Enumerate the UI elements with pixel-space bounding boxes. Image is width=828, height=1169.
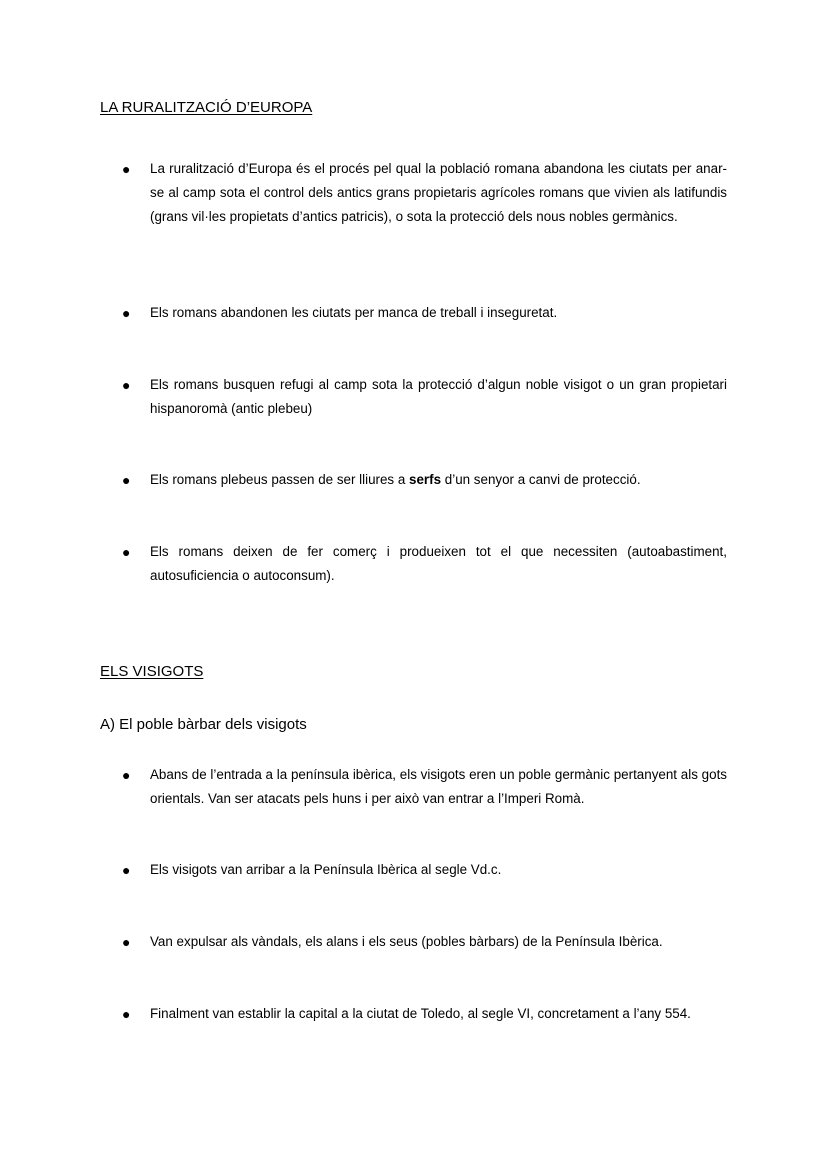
subsection-title: A) El poble bàrbar dels visigots: [100, 716, 307, 733]
list-item: [122, 157, 727, 253]
bold-term-serfs: serfs: [409, 472, 442, 487]
bullet-icon: ●: [122, 377, 131, 393]
list-item: [122, 930, 727, 954]
bullet-icon: ●: [122, 934, 131, 950]
list-item-text: Abans de l’entrada a la península ibèrica, els visigots eren un poble germànic pertanyent als gots orientals. Van ser atacats pels huns i per això van entrar a l’Imperi Romà.: [150, 767, 727, 806]
list-item: [122, 468, 727, 492]
list-item-text: La ruralització d’Europa és el procés pel qual la població romana abandona les ciutats per anar-se al camp sota el control dels antics grans propietaris agrícoles romans que vivien als latifundis (grans vil·les propietats d’antics patricis), o sota la protecció dels nous nobles germànics.: [150, 161, 727, 224]
list-item: [122, 763, 727, 811]
bullet-icon: ●: [122, 767, 131, 783]
section-title-visigots: ELS VISIGOTS: [100, 663, 204, 680]
list-item-text: Els romans busquen refugi al camp sota la protecció d’algun noble visigot o un gran propietari hispanoromà (antic plebeu): [150, 377, 727, 416]
list-item-text: Els romans deixen de fer comerç i produeixen tot el que necessiten (autoabastiment, autosuficiencia o autoconsum).: [150, 544, 727, 583]
list-item: [122, 373, 727, 421]
text-segment: d’un senyor a canvi de protecció.: [441, 472, 641, 487]
bullet-icon: ●: [122, 161, 131, 177]
list-item-text: Els romans abandonen les ciutats per manca de treball i inseguretat.: [150, 305, 558, 320]
list-item: [122, 540, 727, 588]
list-item-text: Els visigots van arribar a la Península Ibèrica al segle Vd.c.: [150, 862, 502, 877]
bullet-icon: ●: [122, 472, 131, 488]
bullet-icon: ●: [122, 1006, 131, 1022]
bullet-icon: ●: [122, 305, 131, 321]
text-segment: Els romans plebeus passen de ser lliures a: [150, 472, 410, 487]
section-title-ruralitzacio: LA RURALITZACIÓ D’EUROPA: [100, 99, 313, 116]
list-item-text: [150, 468, 727, 492]
bullet-icon: ●: [122, 862, 131, 878]
list-item-text: Finalment van establir la capital a la ciutat de Toledo, al segle VI, concretament a l’any 554.: [150, 1006, 691, 1021]
list-item: [122, 1002, 727, 1026]
list-item: [122, 858, 727, 882]
list-item: [122, 301, 727, 325]
bullet-icon: ●: [122, 544, 131, 560]
list-item-text: Van expulsar als vàndals, els alans i els seus (pobles bàrbars) de la Península Ibèrica.: [150, 934, 663, 949]
